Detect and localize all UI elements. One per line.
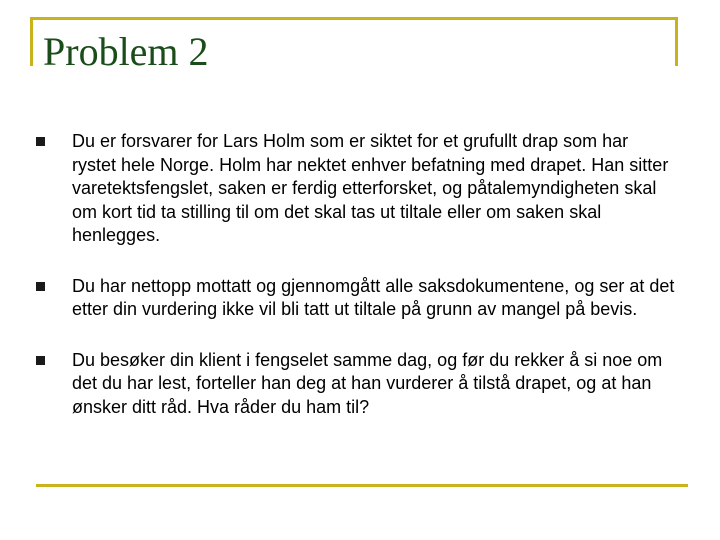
bullet-text: Du besøker din klient i fengselet samme dag, og før du rekker å si noe om det du har lest, forteller han deg at han vurderer å tilstå drapet, og at han ønsker ditt råd. Hva råder du ham til? [72,349,663,417]
title-frame-left-line [30,17,33,66]
bullet-text: Du er forsvarer for Lars Holm som er siktet for et grufullt drap som har rystet hele Norge. Holm har nektet enhver befatning med drapet. Han sitter varetektsfengslet, saken er ferdig etterforsket, og påtalemyndigheten skal om kort tid ta stilling til om det skal tas ut tiltale eller om saken skal henlegges. [72,131,669,245]
slide-title: Problem 2 [43,29,209,74]
title-frame-right-line [675,17,678,66]
bullet-item [36,130,676,248]
bottom-divider-line [36,484,688,487]
square-bullet-icon [36,137,45,146]
bullet-item [36,275,676,322]
square-bullet-icon [36,356,45,365]
bullet-item [36,349,676,420]
bullet-list [36,130,676,446]
square-bullet-icon [36,282,45,291]
bullet-text: Du har nettopp mottatt og gjennomgått alle saksdokumentene, og ser at det etter din vurdering ikke vil bli tatt ut tiltale på grunn av mangel på bevis. [72,275,675,319]
title-frame-top-line [30,17,678,20]
